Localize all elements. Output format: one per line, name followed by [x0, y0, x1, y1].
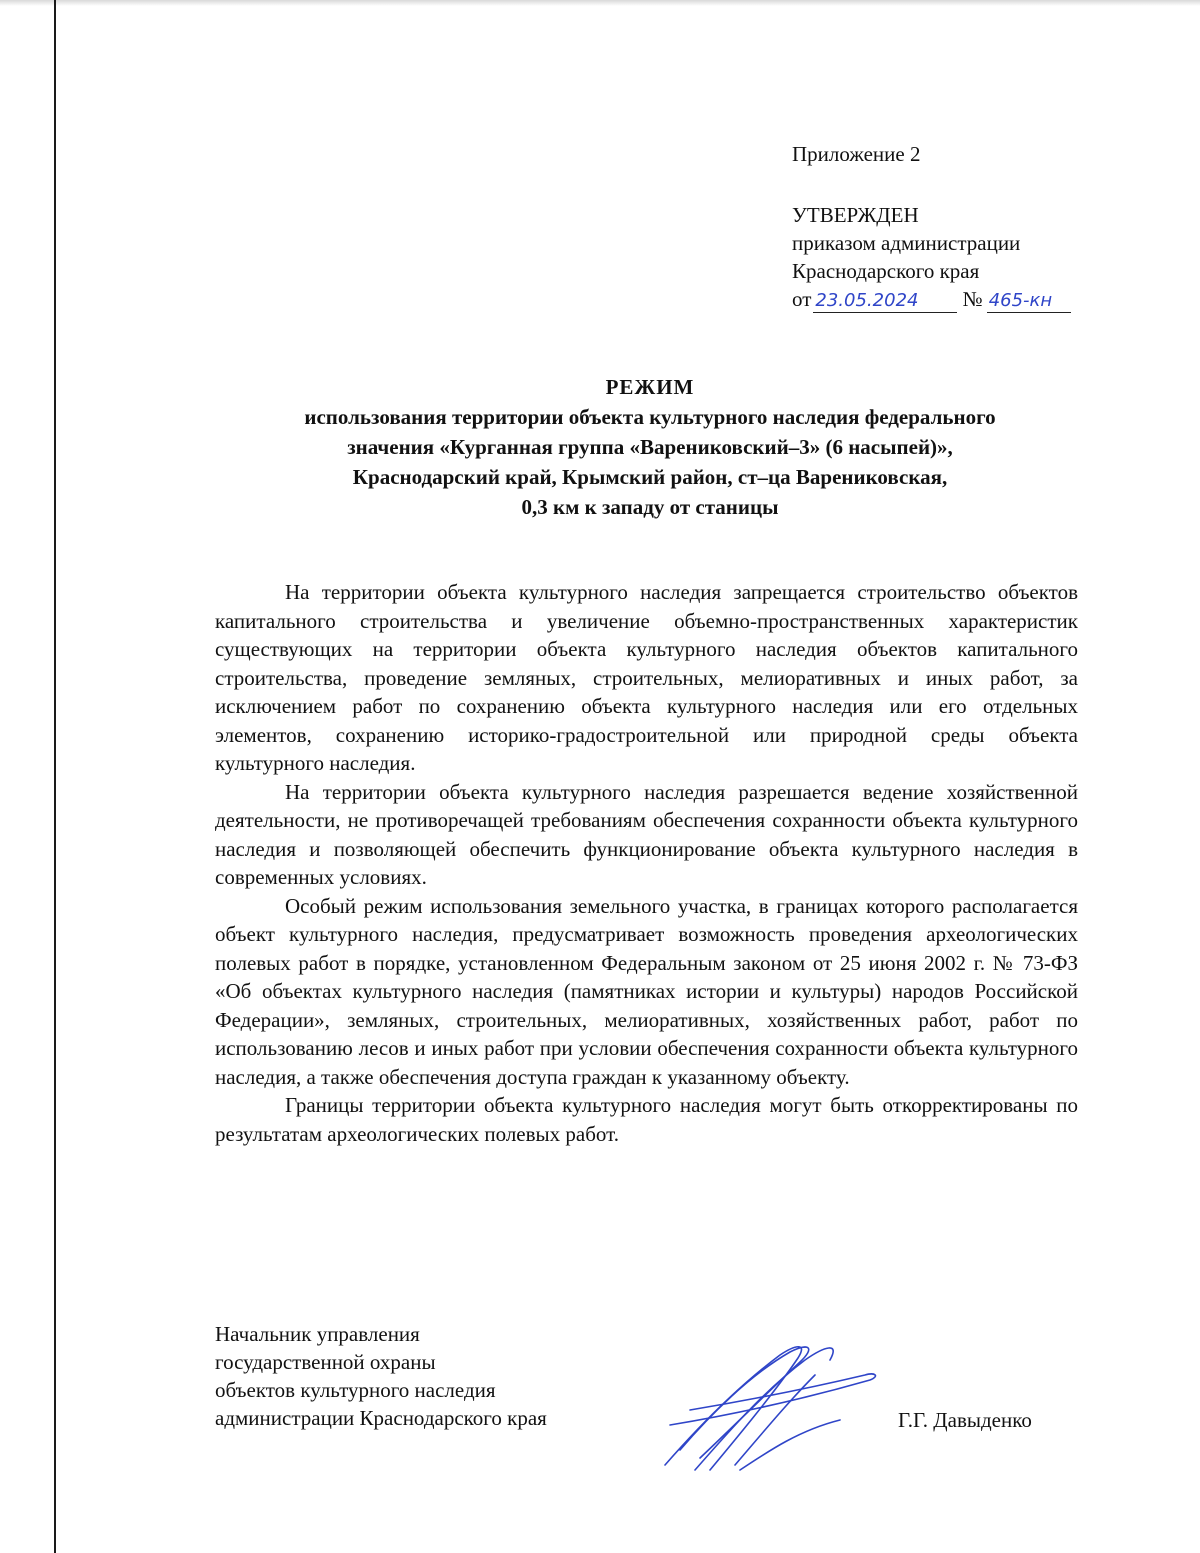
title-line-3: Краснодарский край, Крымский район, ст–ца Варениковская, [352, 465, 948, 489]
position-line-3: объектов культурного наследия [215, 1378, 496, 1402]
scan-top-shadow [0, 0, 1200, 6]
approval-line-2: Краснодарского края [792, 259, 980, 283]
annex-label: Приложение 2 [792, 142, 921, 166]
approved-label: УТВЕРЖДЕН [792, 203, 919, 227]
signatory-position [215, 1320, 547, 1432]
title-line-2: значения «Курганная группа «Варениковский–3» (6 насыпей)», [347, 435, 953, 459]
number-label: № [962, 287, 983, 311]
from-label: от [792, 287, 812, 311]
position-line-4: администрации Краснодарского края [215, 1406, 547, 1430]
document-title [200, 372, 1100, 522]
handwritten-number: 465-кн [987, 290, 1071, 313]
paragraph-2: На территории объекта культурного наследия разрешается ведение хозяйственной деятельности, не противоречащей требованиям обеспечения сохранности объекта культурного наследия и позволяющей обеспечить функционирование объекта культурного наследия в современных условиях. [215, 779, 1078, 889]
position-line-1: Начальник управления [215, 1322, 420, 1346]
scan-border-left [54, 0, 56, 1553]
paragraph-4: Границы территории объекта культурного наследия могут быть откорректированы по результатам археологических полевых работ. [215, 1093, 1078, 1146]
paragraph-3: Особый режим использования земельного участка, в границах которого располагается объект культурного наследия, предусматривает возможность проведения археологических полевых работ в порядке, установленном Федеральным законом от 25 июня 2002 г. № 73-ФЗ «Об объектах культурного наследия (памятниках истории и культуры) народов Российской Федерации», земляных, строительных, мелиоративных, хозяйственных работ, работ по использованию лесов и иных работ при условии обеспечения сохранности объекта культурного наследия, а также обеспечения доступа граждан к указанному объекту. [215, 893, 1078, 1089]
position-line-2: государственной охраны [215, 1350, 436, 1374]
title-heading: РЕЖИМ [605, 375, 695, 399]
title-line-1: использования территории объекта культурного наследия федерального [304, 405, 996, 429]
approval-block [792, 140, 1152, 313]
handwritten-signature [640, 1330, 880, 1480]
approval-date-number [792, 285, 1152, 313]
paragraph-1: На территории объекта культурного наследия запрещается строительство объектов капитального строительства и увеличение объемно-пространственных характеристик существующих на территории объекта культурного наследия объектов капитального строительства, проведение земляных, строительных, мелиоративных и иных работ, за исключением работ по сохранению объекта культурного наследия или его отдельных элементов, сохранению историко-градостроительной или природной среды объекта культурного наследия. [215, 580, 1078, 775]
document-body [215, 578, 1078, 1148]
handwritten-date: 23.05.2024 [813, 290, 957, 313]
signatory-name: Г.Г. Давыденко [898, 1408, 1032, 1432]
title-line-4: 0,3 км к западу от станицы [521, 495, 779, 519]
approval-line-1: приказом администрации [792, 231, 1021, 255]
